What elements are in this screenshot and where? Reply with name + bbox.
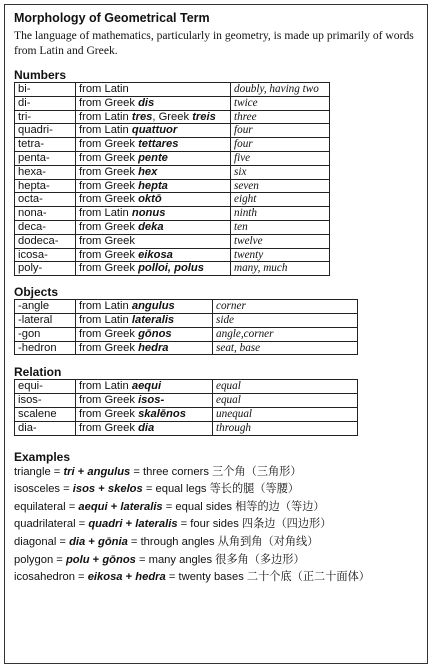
source-cell <box>76 380 213 394</box>
root-word-2: treis <box>192 110 216 123</box>
source-cell <box>76 138 231 152</box>
numbers-row <box>15 151 330 165</box>
example-term: icosahedron = <box>14 571 88 584</box>
source-cell <box>76 421 213 435</box>
example-meaning: = three corners 三个角（三角形） <box>130 465 302 478</box>
meaning-cell: seven <box>231 179 330 193</box>
example-part-1: dia <box>69 535 86 548</box>
affix-cell: isos- <box>15 394 76 408</box>
affix-cell: equi- <box>15 380 76 394</box>
source-cell <box>76 327 213 341</box>
numbers-row <box>15 220 330 234</box>
examples-heading: Examples <box>14 449 71 464</box>
intro-paragraph: The language of mathematics, particularly in geometry, is made up primarily of words from Latin and Greek. <box>14 29 414 57</box>
numbers-row <box>15 262 330 276</box>
source-cell <box>76 165 231 179</box>
meaning-cell: four <box>231 124 330 138</box>
meaning-cell: doubly, having two <box>231 83 330 97</box>
example-part-1: eikosa <box>87 571 123 584</box>
source-language: from Greek <box>79 193 135 206</box>
meaning-cell: ten <box>231 220 330 234</box>
meaning-cell: through <box>213 421 358 435</box>
objects-row <box>15 313 358 327</box>
root-word: dia <box>138 421 155 434</box>
relation-row <box>15 380 358 394</box>
numbers-row <box>15 179 330 193</box>
example-part-1: tri <box>63 465 75 478</box>
meaning-cell: eight <box>231 193 330 207</box>
relation-heading: Relation <box>14 365 62 380</box>
root-word: pente <box>138 151 168 164</box>
source-language: from Latin <box>79 207 129 220</box>
source-cell <box>76 262 231 276</box>
meaning-cell: corner <box>213 300 358 314</box>
source-cell <box>76 151 231 165</box>
source-cell <box>76 207 231 221</box>
example-term: isosceles = <box>14 483 73 496</box>
example-term: equilateral = <box>14 500 79 513</box>
affix-cell: di- <box>15 96 76 110</box>
root-word: hepta <box>138 179 168 192</box>
example-part-1: polu <box>65 553 90 566</box>
affix-cell: -gon <box>15 327 76 341</box>
affix-cell: bi- <box>15 83 76 97</box>
meaning-cell: equal <box>213 380 358 394</box>
example-part-1: quadri <box>88 518 123 531</box>
affix-cell: hepta- <box>15 179 76 193</box>
source-language: from Greek <box>79 96 135 109</box>
example-meaning: = equal legs 等长的腿（等腰） <box>142 483 300 496</box>
root-word: skalēnos <box>138 407 186 420</box>
affix-cell: icosa- <box>15 248 76 262</box>
numbers-row <box>15 110 330 124</box>
examples-list <box>14 464 418 587</box>
numbers-row <box>15 207 330 221</box>
numbers-heading: Numbers <box>14 68 67 82</box>
source-cell <box>76 394 213 408</box>
affix-cell: -angle <box>15 300 76 314</box>
source-cell <box>76 220 231 234</box>
meaning-cell: ninth <box>231 207 330 221</box>
root-word: angulus <box>131 300 175 313</box>
example-part-1: isos <box>72 483 96 496</box>
relation-table <box>14 379 358 435</box>
root-word: tres <box>131 110 153 123</box>
relation-row <box>15 407 358 421</box>
meaning-cell: unequal <box>213 407 358 421</box>
source-language: from Greek <box>79 234 135 247</box>
root-word: polloi, polus <box>138 262 204 275</box>
meaning-cell: seat, base <box>213 341 358 355</box>
affix-cell: hexa- <box>15 165 76 179</box>
affix-cell: -hedron <box>15 341 76 355</box>
example-part-2: hedra <box>135 571 166 584</box>
source-language: from Greek <box>79 138 135 151</box>
source-language: from Greek <box>79 151 135 164</box>
meaning-cell: side <box>213 313 358 327</box>
root-word: aequi <box>131 380 162 393</box>
example-part-2: lateralis <box>120 500 163 513</box>
root-word: tettares <box>138 138 179 151</box>
root-word: oktō <box>138 193 162 206</box>
source-cell <box>76 193 231 207</box>
affix-cell: scalene <box>15 407 76 421</box>
example-meaning: = twenty bases 二十个底（正二十面体） <box>165 571 370 584</box>
numbers-row <box>15 138 330 152</box>
source-cell <box>76 300 213 314</box>
example-term: diagonal = <box>14 535 70 548</box>
root-word: gōnos <box>138 327 172 340</box>
plus-sign: + <box>107 500 121 513</box>
example-meaning: = many angles 很多角（多边形） <box>135 553 305 566</box>
meaning-cell: six <box>231 165 330 179</box>
source-language: from Greek <box>79 179 135 192</box>
example-line <box>14 534 418 552</box>
example-line <box>14 481 418 499</box>
example-part-1: aequi <box>78 500 108 513</box>
plus-sign: + <box>89 553 103 566</box>
affix-cell: tetra- <box>15 138 76 152</box>
affix-cell: poly- <box>15 262 76 276</box>
numbers-table <box>14 82 330 276</box>
root-word: eikosa <box>138 248 173 261</box>
source-language: from Greek <box>79 248 135 261</box>
affix-cell: penta- <box>15 151 76 165</box>
meaning-cell: twenty <box>231 248 330 262</box>
root-word: hedra <box>138 341 169 354</box>
source-cell <box>76 96 231 110</box>
plus-sign: + <box>122 571 136 584</box>
example-meaning: = four sides 四条边（四边形） <box>177 518 332 531</box>
objects-row <box>15 327 358 341</box>
numbers-row <box>15 234 330 248</box>
meaning-cell: twice <box>231 96 330 110</box>
example-line <box>14 516 418 534</box>
root-word: nonus <box>131 207 166 220</box>
objects-table <box>14 299 358 355</box>
source-language: from Latin <box>79 83 129 95</box>
affix-cell: octa- <box>15 193 76 207</box>
root-word: lateralis <box>131 313 175 326</box>
numbers-row <box>15 96 330 110</box>
meaning-cell: five <box>231 151 330 165</box>
document-page <box>4 4 428 664</box>
numbers-row <box>15 83 330 97</box>
root-word: hex <box>138 165 158 178</box>
numbers-row <box>15 248 330 262</box>
source-language: from Greek <box>79 407 139 420</box>
example-term: polygon = <box>14 553 66 566</box>
source-cell <box>76 124 231 138</box>
affix-cell: dodeca- <box>15 234 76 248</box>
meaning-cell: three <box>231 110 330 124</box>
affix-cell: -lateral <box>15 313 76 327</box>
source-cell <box>76 248 231 262</box>
plus-sign: + <box>85 535 98 548</box>
example-line <box>14 552 418 570</box>
relation-row <box>15 394 358 408</box>
root-word: isos- <box>138 394 165 407</box>
root-word: dis <box>138 96 155 109</box>
objects-row <box>15 300 358 314</box>
example-line <box>14 569 418 587</box>
affix-cell: quadri- <box>15 124 76 138</box>
source-cell <box>76 313 213 327</box>
source-language: from Greek <box>79 341 135 354</box>
root-word: quattuor <box>131 124 178 137</box>
meaning-cell: many, much <box>231 262 330 276</box>
example-meaning: = equal sides 相等的边（等边） <box>162 500 325 513</box>
example-part-2: angulus <box>87 465 131 478</box>
source-language: from Greek <box>79 394 135 407</box>
source-language: from Latin <box>79 124 129 137</box>
source-language: from Greek <box>79 421 135 434</box>
source-language: from Greek <box>79 165 135 178</box>
source-cell <box>76 234 231 248</box>
plus-sign: + <box>74 465 88 478</box>
source-language: from Latin <box>79 110 129 123</box>
plus-sign: + <box>122 518 136 531</box>
objects-heading: Objects <box>14 285 59 300</box>
plus-sign: + <box>95 483 108 496</box>
example-term: quadrilateral = <box>14 518 89 531</box>
numbers-row <box>15 124 330 138</box>
example-line <box>14 499 418 517</box>
root-word: deka <box>138 220 164 233</box>
example-meaning: = through angles 从角到角（对角线） <box>127 535 319 548</box>
numbers-row <box>15 165 330 179</box>
numbers-row <box>15 193 330 207</box>
meaning-cell: equal <box>213 394 358 408</box>
meaning-cell: four <box>231 138 330 152</box>
source-cell <box>76 110 231 124</box>
example-part-2: gōnos <box>102 553 136 566</box>
affix-cell: nona- <box>15 207 76 221</box>
source-language: from Greek <box>79 327 135 340</box>
example-part-2: gōnia <box>97 535 128 548</box>
source-cell <box>76 407 213 421</box>
objects-row <box>15 341 358 355</box>
source-cell <box>76 341 213 355</box>
source-cell <box>76 83 231 97</box>
affix-cell: deca- <box>15 220 76 234</box>
page-title: Morphology of Geometrical Term <box>14 11 210 25</box>
example-term: triangle = <box>14 465 64 478</box>
example-line <box>14 464 418 482</box>
source-cell <box>76 179 231 193</box>
source-language-2: , Greek <box>152 110 190 123</box>
source-language: from Latin <box>79 313 129 326</box>
source-language: from Latin <box>79 380 129 393</box>
source-language: from Greek <box>79 220 135 233</box>
meaning-cell: twelve <box>231 234 330 248</box>
affix-cell: dia- <box>15 421 76 435</box>
affix-cell: tri- <box>15 110 76 124</box>
source-language: from Greek <box>79 262 135 275</box>
source-language: from Latin <box>79 300 129 313</box>
relation-row <box>15 421 358 435</box>
meaning-cell: angle,corner <box>213 327 358 341</box>
example-part-2: lateralis <box>135 518 178 531</box>
example-part-2: skelos <box>107 483 143 496</box>
